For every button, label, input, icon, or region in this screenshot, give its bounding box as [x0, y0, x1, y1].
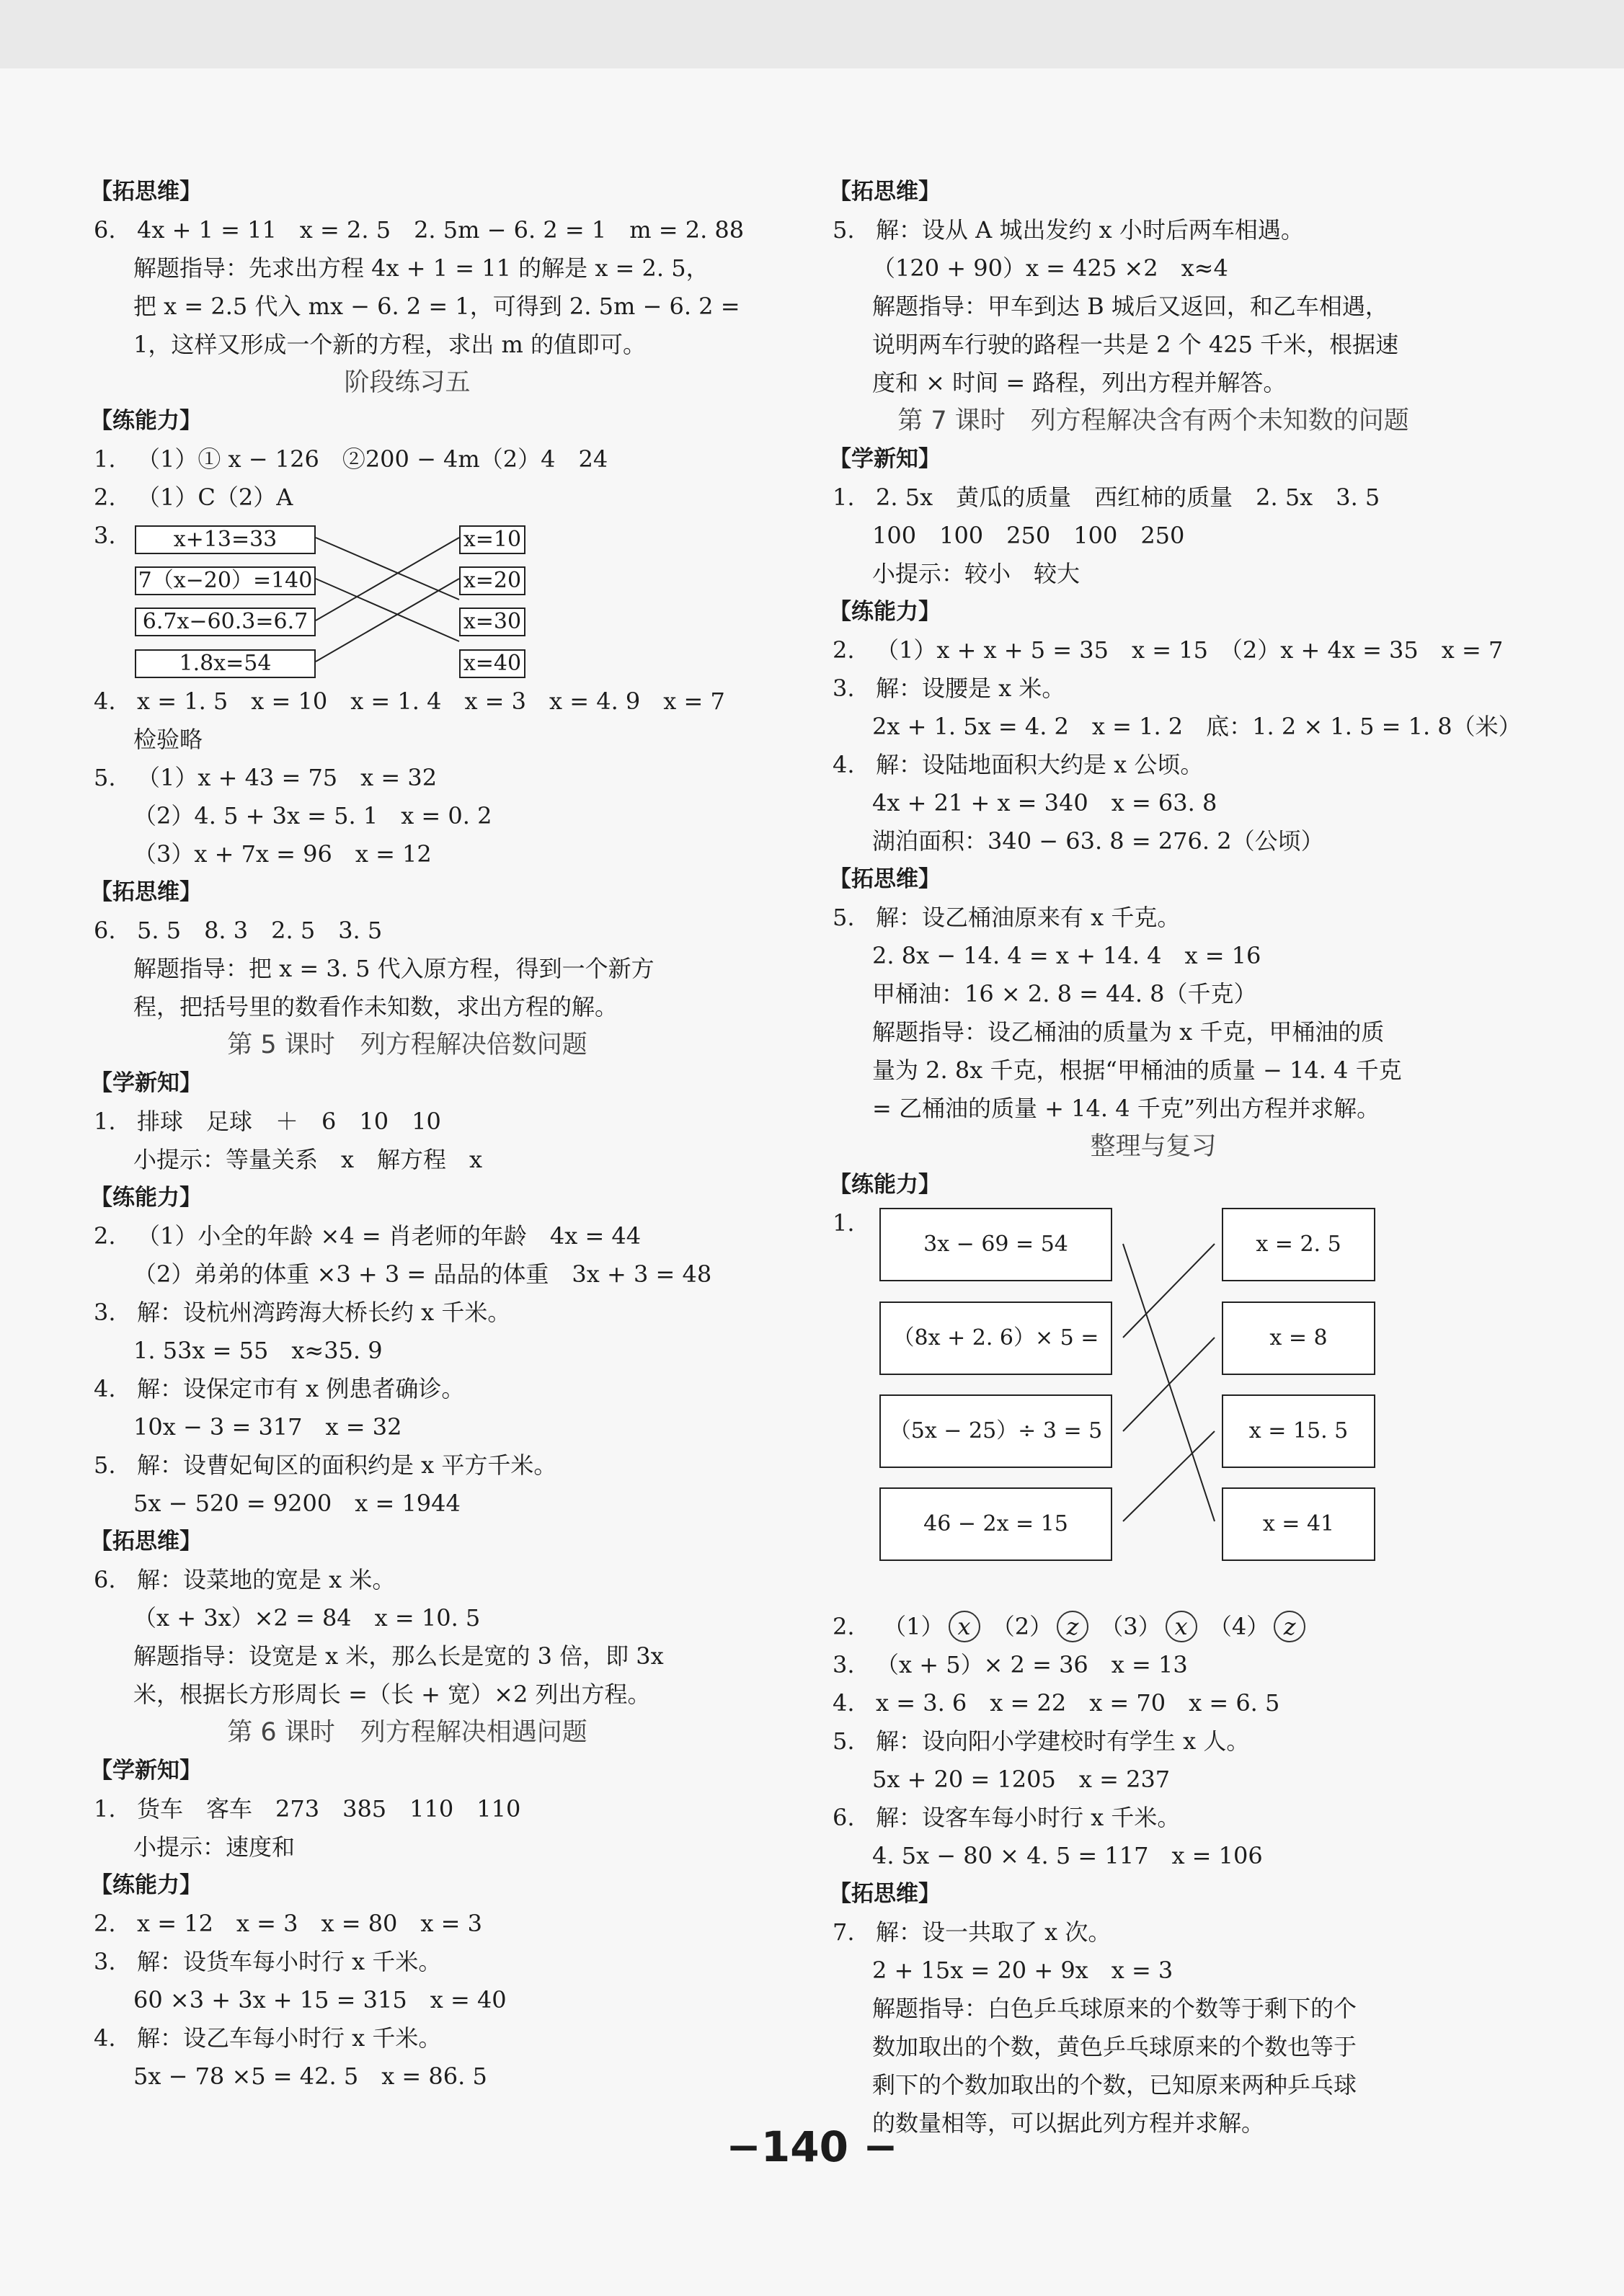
answer-line: 4. 解：设乙车每小时行 x 千米。 [94, 2024, 442, 2052]
answer-line: 1. 53x = 55 x≈35. 9 [133, 1337, 383, 1364]
explanation-line: 解题指导：设乙桶油的质量为 x 千克，甲桶油的质 [872, 1018, 1385, 1046]
explanation-line: 量为 2. 8x 千克，根据“甲桶油的质量 − 14. 4 千克 [872, 1056, 1402, 1084]
answer-line: 5. 解：设向阳小学建校时有学生 x 人。 [833, 1727, 1250, 1755]
solution-box: x=10 [459, 525, 525, 554]
explanation-line: 解题指导：先求出方程 4x + 1 = 11 的解是 x = 2. 5， [133, 254, 709, 282]
explanation-line: 数加取出的个数，黄色乒乓球原来的个数也等于 [872, 2033, 1357, 2060]
answer-line: （3）x + 7x = 96 x = 12 [133, 840, 432, 868]
explanation-line: 度和 × 时间 = 路程，列出方程并解答。 [872, 369, 1287, 396]
answer-line: 2. （1）小全的年龄 ×4 = 肖老师的年龄 4x = 44 [94, 1222, 642, 1250]
solution-box: x=40 [459, 649, 525, 678]
circled-letter: x [1166, 1611, 1197, 1642]
page-number: −140 − [726, 2122, 898, 2171]
equation-box: x+13=33 [135, 525, 316, 554]
solution-box: x = 15. 5 [1222, 1394, 1375, 1468]
answer-line: 5x − 78 ×5 = 42. 5 x = 86. 5 [133, 2063, 487, 2090]
answer-line: 1. 货车 客车 273 385 110 110 [94, 1795, 521, 1823]
answer-line: 2. x = 12 x = 3 x = 80 x = 3 [94, 1910, 482, 1937]
circled-letter: z [1274, 1611, 1305, 1642]
solution-box: x = 41 [1222, 1487, 1375, 1561]
answer-line: 5. 解：设乙桶油原来有 x 千克。 [833, 904, 1181, 931]
section-header: 【练能力】 [829, 599, 941, 625]
hint-line: 小提示：较小 较大 [872, 560, 1081, 587]
solution-box: x = 2. 5 [1222, 1208, 1375, 1281]
explanation-line: = 乙桶油的质量 + 14. 4 千克”列出方程并求解。 [872, 1095, 1380, 1122]
section-header: 【拓思维】 [829, 1881, 941, 1907]
answer-line: 5. （1）x + 43 = 75 x = 32 [94, 764, 438, 791]
answer-line: 3. （x + 5）× 2 = 36 x = 13 [833, 1651, 1188, 1678]
answer-line: 3. 解：设腰是 x 米。 [833, 675, 1065, 702]
circled-letter: z [1057, 1611, 1088, 1642]
answer-line: 甲桶油：16 × 2. 8 = 44. 8（千克） [872, 980, 1257, 1007]
section-header: 【拓思维】 [829, 179, 941, 205]
answer-line: 4. x = 1. 5 x = 10 x = 1. 4 x = 3 x = 4. 9 x = 7 [94, 688, 725, 715]
section-header: 【拓思维】 [90, 179, 202, 205]
answer-line: 检验略 [133, 726, 203, 753]
answer-line: 1. 排球 足球 ＋ 6 10 10 [94, 1108, 441, 1135]
answer-line: 4. 5x − 80 × 4. 5 = 117 x = 106 [872, 1842, 1263, 1869]
equation-box: 3x − 69 = 54 [879, 1208, 1112, 1281]
section-header: 【拓思维】 [90, 879, 202, 905]
answer-line: 4. 解：设保定市有 x 例患者确诊。 [94, 1375, 465, 1402]
answer-line: 湖泊面积：340 − 63. 8 = 276. 2（公顷） [872, 827, 1324, 855]
solution-box: x=30 [459, 608, 525, 636]
explanation-line: 解题指导：甲车到达 B 城后又返回，和乙车相遇， [872, 293, 1388, 320]
answer-line: 1. （1）① x − 126 ②200 − 4m（2）4 24 [94, 445, 608, 473]
answer-line: 2. （1）C（2）A [94, 484, 293, 511]
section-header: 【学新知】 [90, 1758, 202, 1784]
answer-line: 6. 解：设菜地的宽是 x 米。 [94, 1566, 396, 1593]
right-column [829, 173, 1522, 2143]
answer-line: 4x + 21 + x = 340 x = 63. 8 [872, 789, 1217, 816]
section-header: 【拓思维】 [829, 866, 941, 892]
lesson-title: 第 7 课时 列方程解决含有两个未知数的问题 [897, 406, 1409, 435]
top-margin-band [0, 0, 1624, 68]
answer-line: 2. （1）x + x + 5 = 35 x = 15 （2）x + 4x = 35 x = 7 [833, 636, 1504, 664]
answer-line: 5. 解：设曹妃甸区的面积约是 x 平方千米。 [94, 1451, 557, 1479]
answer-line: 10x − 3 = 317 x = 32 [133, 1413, 402, 1441]
explanation-line: 说明两车行驶的路程一共是 2 个 425 千米，根据速 [872, 331, 1399, 358]
answer-line: 2x + 1. 5x = 4. 2 x = 1. 2 底：1. 2 × 1. 5 = 1. 8（米） [872, 713, 1522, 740]
answer-line: 2 + 15x = 20 + 9x x = 3 [872, 1957, 1173, 1984]
answer-line: （2）4. 5 + 3x = 5. 1 x = 0. 2 [133, 802, 492, 829]
section-header: 【练能力】 [90, 1185, 202, 1211]
answer-line: 4. x = 3. 6 x = 22 x = 70 x = 6. 5 [833, 1689, 1280, 1717]
answer-line: 5x + 20 = 1205 x = 237 [872, 1766, 1171, 1793]
answer-line: 2. 8x − 14. 4 = x + 14. 4 x = 16 [872, 942, 1261, 969]
equation-box: 46 − 2x = 15 [879, 1487, 1112, 1561]
equation-box: 1.8x=54 [135, 649, 316, 678]
explanation-line: 解题指导：白色乒乓球原来的个数等于剩下的个 [872, 1995, 1357, 2022]
answer-line: 4. 解：设陆地面积大约是 x 公顷。 [833, 751, 1204, 778]
hint-line: 小提示：等量关系 x 解方程 x [133, 1146, 483, 1173]
explanation-line: 的数量相等，可以据此列方程并求解。 [872, 2109, 1265, 2137]
answer-line: 1. 2. 5x 黄瓜的质量 西红柿的质量 2. 5x 3. 5 [833, 484, 1380, 511]
answer-line: 6. 解：设客车每小时行 x 千米。 [833, 1804, 1181, 1831]
equation-box: 6.7x−60.3=6.7 [135, 608, 316, 636]
question-number: 3. [94, 522, 116, 549]
left-column [90, 173, 745, 2096]
lesson-title: 第 6 课时 列方程解决相遇问题 [227, 1718, 587, 1747]
answer-line: 2. （1） x （2） z （3） x （4） z [829, 1608, 1478, 1646]
explanation-line: 米，根据长方形周长 =（长 + 宽）×2 列出方程。 [133, 1681, 651, 1708]
solution-box: x = 8 [1222, 1301, 1375, 1375]
answer-line: 100 100 250 100 250 [872, 522, 1185, 549]
answer-line: 5. 解：设从 A 城出发约 x 小时后两车相遇。 [833, 216, 1304, 244]
lesson-title: 整理与复习 [1090, 1132, 1217, 1161]
answer-line: 60 ×3 + 3x + 15 = 315 x = 40 [133, 1986, 507, 2014]
explanation-line: 把 x = 2.5 代入 mx − 6. 2 = 1，可得到 2. 5m − 6. 2 = [133, 293, 740, 320]
answer-line: （2）弟弟的体重 ×3 + 3 = 品品的体重 3x + 3 = 48 [133, 1260, 712, 1288]
answer-line: （x + 3x）×2 = 84 x = 10. 5 [133, 1604, 481, 1632]
question-number: 1. [833, 1209, 855, 1237]
answer-line: 5x − 520 = 9200 x = 1944 [133, 1490, 461, 1517]
explanation-line: 1，这样又形成一个新的方程，求出 m 的值即可。 [133, 331, 647, 358]
explanation-line: 解题指导：设宽是 x 米，那么长是宽的 3 倍，即 3x [133, 1642, 664, 1670]
equation-box: （5x − 25）÷ 3 = 5 [879, 1394, 1112, 1468]
matching-diagram-2 [829, 1204, 1478, 1608]
answer-line: 6. 4x + 1 = 11 x = 2. 5 2. 5m − 6. 2 = 1 m = 2. 88 [94, 216, 745, 244]
equation-box: （8x + 2. 6）× 5 = [879, 1301, 1112, 1375]
solution-box: x=20 [459, 566, 525, 595]
section-header: 【拓思维】 [90, 1529, 202, 1554]
section-header: 【练能力】 [90, 1872, 202, 1898]
lesson-title: 阶段练习五 [344, 368, 471, 397]
explanation-line: 剩下的个数加取出的个数，已知原来两种乒乓球 [872, 2071, 1357, 2099]
answer-line: 3. 解：设杭州湾跨海大桥长约 x 千米。 [94, 1299, 511, 1326]
section-header: 【学新知】 [829, 446, 941, 472]
explanation-line: 解题指导：把 x = 3. 5 代入原方程，得到一个新方 [133, 955, 655, 982]
section-header: 【学新知】 [90, 1070, 202, 1096]
answer-line: 6. 5. 5 8. 3 2. 5 3. 5 [94, 917, 383, 944]
section-header: 【练能力】 [90, 408, 202, 434]
equation-box: 7（x−20）=140 [135, 566, 316, 595]
answer-line: 3. 解：设货车每小时行 x 千米。 [94, 1948, 442, 1975]
matching-diagram-1 [90, 517, 724, 682]
explanation-line: 程，把括号里的数看作未知数，求出方程的解。 [133, 993, 618, 1020]
lesson-title: 第 5 课时 列方程解决倍数问题 [227, 1031, 587, 1059]
circled-letter: x [949, 1611, 980, 1642]
answer-line: （120 + 90）x = 425 ×2 x≈4 [872, 254, 1228, 282]
section-header: 【练能力】 [829, 1172, 941, 1198]
answer-line: 7. 解：设一共取了 x 次。 [833, 1918, 1111, 1946]
hint-line: 小提示：速度和 [133, 1833, 296, 1861]
